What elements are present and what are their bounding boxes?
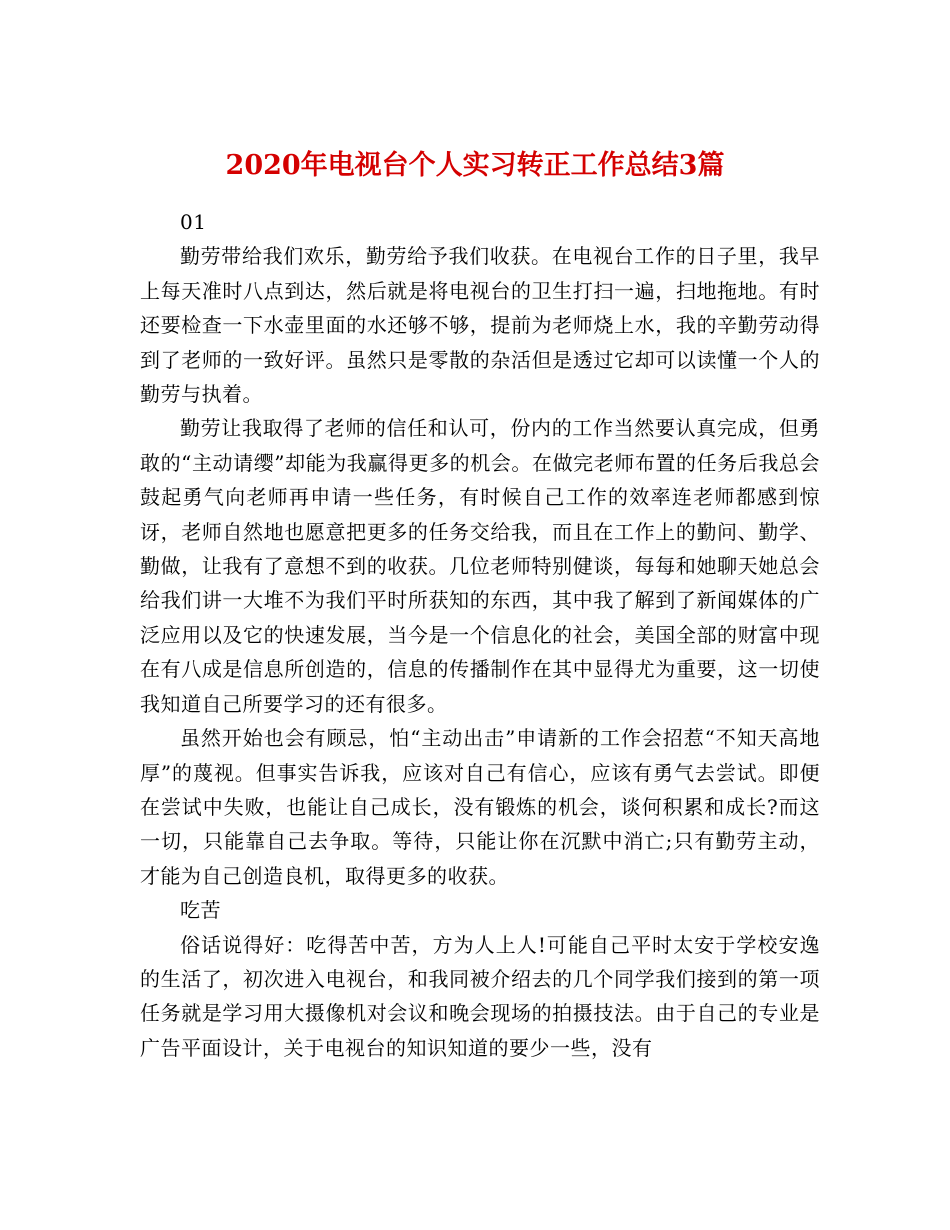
paragraph: 虽然开始也会有顾忌，怕“主动出击”申请新的工作会招惹“不知天高地厚”的蔑视。但事实告诉我，应该对自己有信心，应该有勇气去尝试。即便在尝试中失败，也能让自己成长，没有锻炼的机会，谈何积累和成长?而这一切，只能靠自己去争取。等待，只能让你在沉默中消亡;只有勤劳主动，才能为自己创造良机，取得更多的收获。 [140, 726, 820, 888]
paragraph: 勤劳带给我们欢乐，勤劳给予我们收获。在电视台工作的日子里，我早上每天准时八点到达，然后就是将电视台的卫生打扫一遍，扫地拖地。有时还要检查一下水壶里面的水还够不够，提前为老师烧上水，我的辛勤劳动得到了老师的一致好评。虽然只是零散的杂活但是透过它却可以读懂一个人的勤劳与执着。 [140, 244, 820, 407]
paragraph: 勤劳让我取得了老师的信任和认可，份内的工作当然要认真完成，但勇敢的“主动请缨”却能为我赢得更多的机会。在做完老师布置的任务后我总会鼓起勇气向老师再申请一些任务，有时候自己工作的效率连老师都感到惊讶，老师自然地也愿意把更多的任务交给我，而且在工作上的勤问、勤学、勤做，让我有了意想不到的收获。几位老师特别健谈，每每和她聊天她总会给我们讲一大堆不为我们平时所获知的东西，其中我了解到了新闻媒体的广泛应用以及它的快速发展，当今是一个信息化的社会，美国全部的财富中现在有八成是信息所创造的，信息的传播制作在其中显得尤为重要，这一切使我知道自己所要学习的还有很多。 [140, 416, 820, 716]
document-body [140, 205, 820, 1065]
section-heading: 吃苦 [180, 898, 221, 923]
section-number: 01 [180, 210, 207, 234]
paragraph: 俗话说得好：吃得苦中苦，方为人上人!可能自己平时太安于学校安逸的生活了，初次进入电视台，和我同被介绍去的几个同学我们接到的第一项任务就是学习用大摄像机对会议和晚会现场的拍摄技法。由于自己的专业是广告平面设计，关于电视台的知识知道的要少一些，没有 [140, 932, 820, 1060]
document-title: 2020年电视台个人实习转正工作总结3篇 [225, 150, 725, 182]
